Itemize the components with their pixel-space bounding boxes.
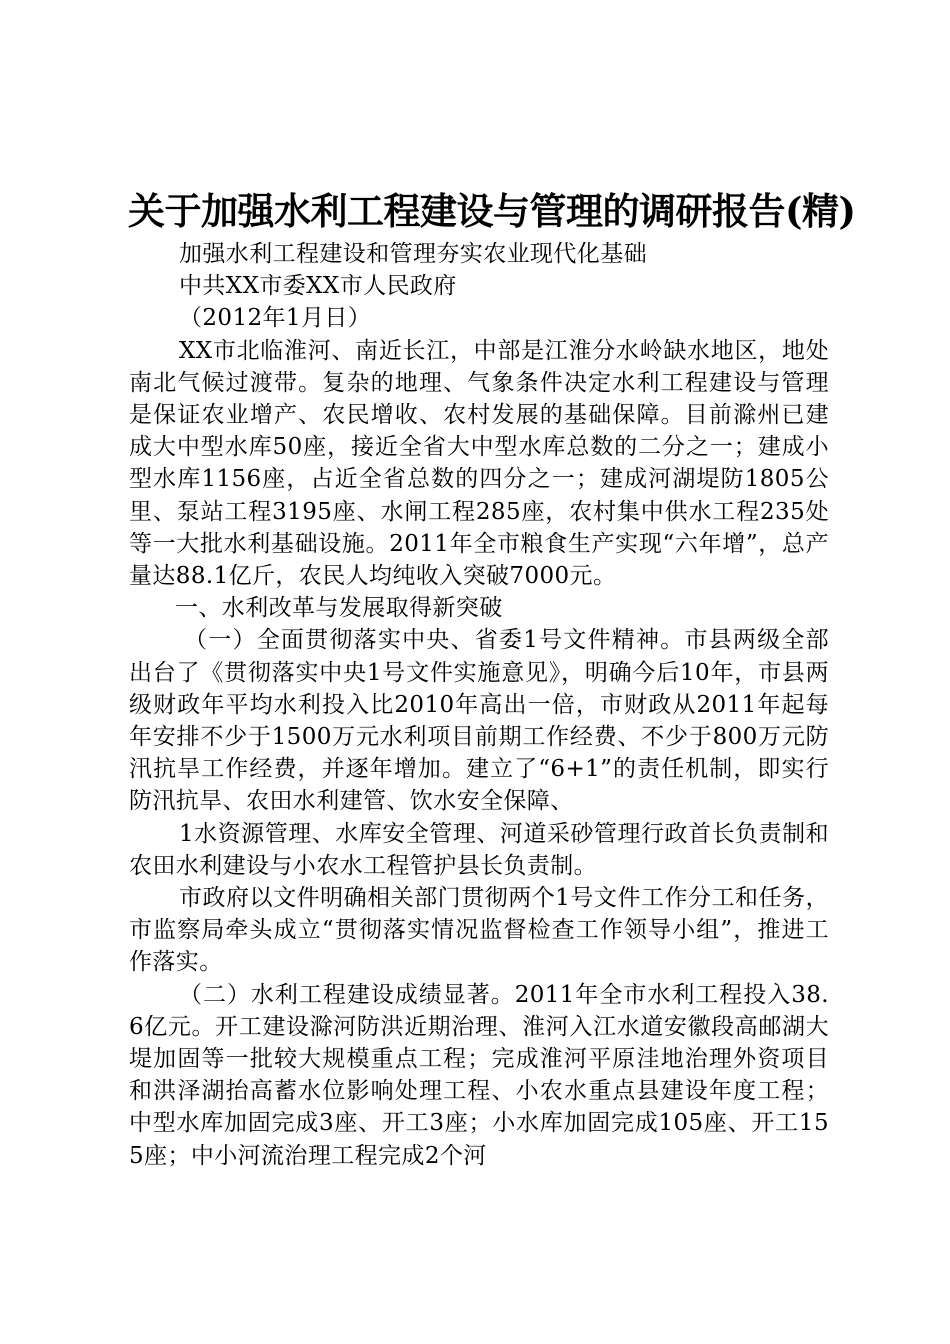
- paragraph-government: 市政府以文件明确相关部门贯彻两个1号文件工作分工和任务，市监察局牵头成立“贯彻落实情况监督检查工作领导小组”，推进工作落实。: [129, 885, 829, 976]
- document-subtitle: 加强水利工程建设和管理夯实农业现代化基础: [179, 241, 647, 267]
- document-author: 中共XX市委XX市人民政府: [179, 273, 457, 300]
- document-date: （2012年1月日）: [179, 305, 372, 332]
- paragraph-intro: XX市北临淮河、南近长江，中部是江淮分水岭缺水地区，地处南北气候过渡带。复杂的地理、气象条件决定水利工程建设与管理是保证农业增产、农民增收、农村发展的基础保障。目前滁州已建成大中型水库50座，接近全省大中型水库总数的二分之一；建成小型水库1156座，占近全省总数的四分之一；建成河湖堤防1805公里、泵站工程3195座、水闸工程285座，农村集中供水工程235处等一大批水利基础设施。2011年全市粮食生产实现“六年增”，总产量达88.1亿斤，农民人均纯收入突破7000元。: [129, 337, 829, 590]
- section-heading: 一、水利改革与发展取得新突破: [175, 595, 503, 622]
- paragraph-section-2: （二）水利工程建设成绩显著。2011年全市水利工程投入38.6亿元。开工建设滁河防洪近期治理、淮河入江水道安徽段高邮湖大堤加固等一批较大规模重点工程；完成淮河平原洼地治理外资项目和洪泽湖抬高蓄水位影响处理工程、小农水重点县建设年度工程；中型水库加固完成3座、开工3座；小水库加固完成105座、开工155座；中小河流治理工程完成2个河: [129, 981, 829, 1169]
- document-body: [129, 238, 829, 1172]
- document-title: 关于加强水利工程建设与管理的调研报告(精): [128, 189, 856, 233]
- paragraph-responsibility: 1水资源管理、水库安全管理、河道采砂管理行政首长负责制和农田水利建设与小农水工程管护县长负责制。: [129, 820, 829, 879]
- paragraph-section-1: （一）全面贯彻落实中央、省委1号文件精神。市县两级全部出台了《贯彻落实中央1号文件实施意见》，明确今后10年，市县两级财政年平均水利投入比2010年高出一倍，市财政从2011年起每年安排不少于1500万元水利项目前期工作经费、不少于800万元防汛抗旱工作经费，并逐年增加。建立了“6+1”的责任机制，即实行防汛抗旱、农田水利建管、饮水安全保障、: [129, 627, 829, 815]
